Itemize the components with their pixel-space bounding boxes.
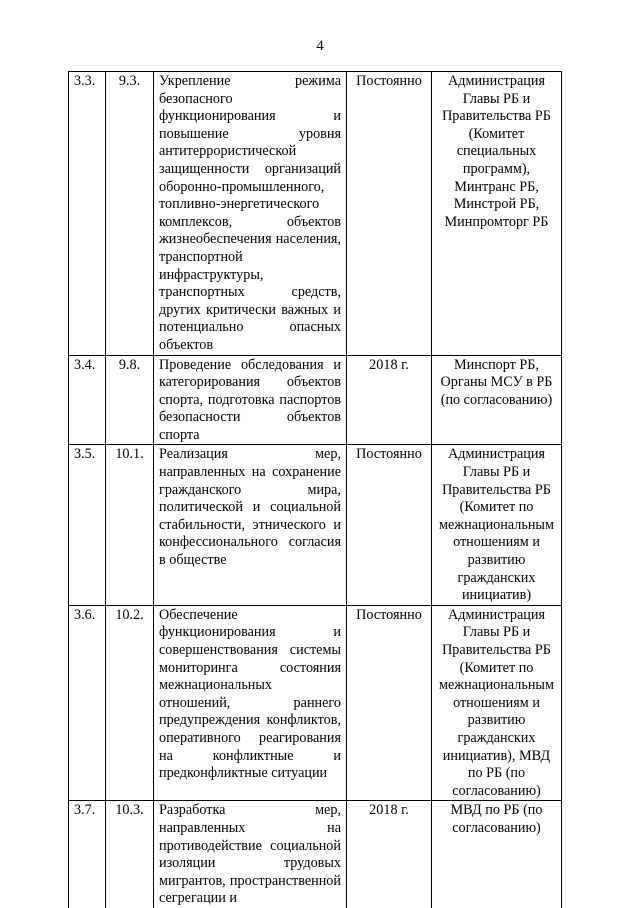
row-term: 2018 г. — [347, 801, 432, 908]
table-row — [69, 72, 562, 356]
table-row — [69, 355, 562, 445]
row-reference: 10.2. — [106, 605, 154, 801]
row-reference: 9.8. — [106, 355, 154, 445]
row-executor: Администрация Главы РБ и Правительства РБ (Комитет по межнациональным отношениям и развитию гражданских инициатив) — [432, 445, 562, 605]
row-number: 3.7. — [69, 801, 106, 908]
page-number: 4 — [316, 38, 324, 54]
row-number: 3.3. — [69, 72, 106, 356]
row-executor: Минспорт РБ, Органы МСУ в РБ (по согласованию) — [432, 355, 562, 445]
row-term: Постоянно — [347, 445, 432, 605]
table-row — [69, 605, 562, 801]
row-description: Разработка мер, направленных на противодействие социальной изоляции трудовых мигрантов, пространственной сегрегации и — [154, 801, 347, 908]
measures-table — [68, 71, 562, 908]
row-description: Обеспечение функционирования и совершенствования системы мониторинга состояния межнациональных отношений, раннего предупреждения конфликтов, оперативного реагирования на конфликтные и предконфликтные ситуации — [154, 605, 347, 801]
row-number: 3.5. — [69, 445, 106, 605]
row-reference: 10.1. — [106, 445, 154, 605]
row-executor: МВД по РБ (по согласованию) — [432, 801, 562, 908]
table-row — [69, 801, 562, 908]
row-description: Укрепление режима безопасного функционирования и повышение уровня антитеррористической защищенности организаций оборонно-промышленного, топливно-энергетического комплексов, объектов жизнеобеспечения населения, транспортной инфраструктуры, транспортных средств, других критически важных и потенциально опасных объектов — [154, 72, 347, 356]
row-description: Реализация мер, направленных на сохранение гражданского мира, политической и социальной стабильности, этнического и конфессионального согласия в обществе — [154, 445, 347, 605]
row-number: 3.6. — [69, 605, 106, 801]
row-description: Проведение обследования и категорирования объектов спорта, подготовка паспортов безопасности объектов спорта — [154, 355, 347, 445]
row-reference: 9.3. — [106, 72, 154, 356]
row-executor: Администрация Главы РБ и Правительства РБ (Комитет специальных программ), Минтранс РБ, Минстрой РБ, Минпромторг РБ — [432, 72, 562, 356]
row-executor: Администрация Главы РБ и Правительства РБ (Комитет по межнациональным отношениям и развитию гражданских инициатив), МВД по РБ (по согласованию) — [432, 605, 562, 801]
row-number: 3.4. — [69, 355, 106, 445]
row-term: Постоянно — [347, 605, 432, 801]
row-term: Постоянно — [347, 72, 432, 356]
row-term: 2018 г. — [347, 355, 432, 445]
table-row — [69, 445, 562, 605]
row-reference: 10.3. — [106, 801, 154, 908]
